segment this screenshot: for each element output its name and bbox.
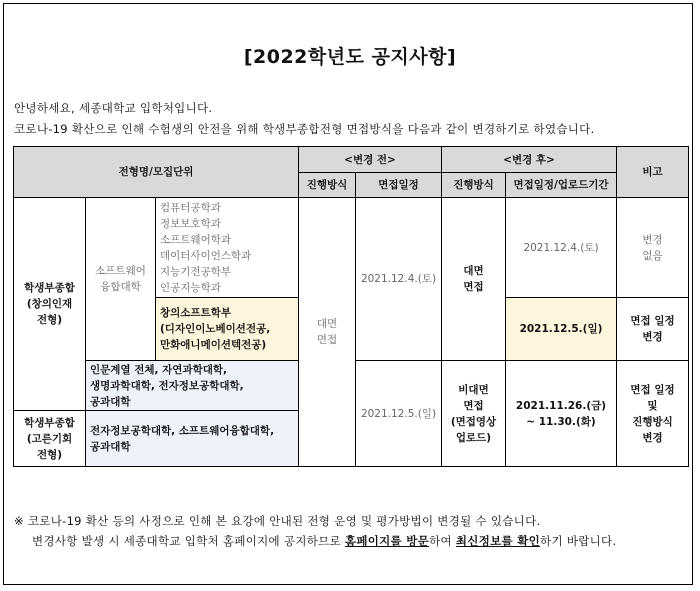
track1-college: 소프트웨어 융합대학 bbox=[86, 198, 156, 361]
header-before-date: 면접일정 bbox=[356, 173, 442, 198]
note-none: 변경 없음 bbox=[617, 198, 689, 298]
header-before: <변경 전> bbox=[299, 147, 442, 173]
track1-name: 학생부종합 (창의인재 전형) bbox=[14, 198, 86, 411]
intro-line-2: 코로나-19 확산으로 인해 수험생의 안전을 위해 학생부종합전형 면접방식을 다음과 같이 변경하기로 하였습니다. bbox=[14, 122, 595, 136]
after-method-f2f: 대면 면접 bbox=[442, 198, 506, 361]
header-unit: 전형명/모집단위 bbox=[14, 147, 299, 198]
latest-info-link[interactable]: 최신정보를 확인 bbox=[455, 534, 541, 548]
track2-depts: 전자정보공학대학, 소프트웨어융합대학, 공과대학 bbox=[86, 411, 299, 467]
track1-others: 인문계열 전체, 자연과학대학, 생명과학대학, 전자정보공학대학, 공과대학 bbox=[86, 361, 299, 411]
header-after-method: 진행방식 bbox=[442, 173, 506, 198]
before-date-1: 2021.12.4.(토) bbox=[356, 198, 442, 361]
header-after-date: 면접일정/업로드기간 bbox=[506, 173, 617, 198]
schedule-table bbox=[13, 146, 689, 467]
page-title: [2022학년도 공지사항] bbox=[243, 46, 457, 68]
after-date-sw: 2021.12.4.(토) bbox=[506, 198, 617, 298]
footer-line-2: 변경사항 발생 시 세종대학교 입학처 홈페이지에 공지하므로 홈페이지를 방문하여 최신정보를 확인하기 바랍니다. bbox=[32, 534, 617, 548]
track1-creative: 창의소프트학부 (디자인이노베이션전공, 만화애니메이션텍전공) bbox=[156, 298, 299, 361]
before-method: 대면 면접 bbox=[299, 198, 356, 467]
before-date-2: 2021.12.5.(일) bbox=[356, 361, 442, 467]
header-before-method: 진행방식 bbox=[299, 173, 356, 198]
after-method-online: 비대면 면접 (면접영상 업로드) bbox=[442, 361, 506, 467]
note-both-change: 면접 일정 및 진행방식 변경 bbox=[617, 361, 689, 467]
track1-depts: 컴퓨터공학과 정보보호학과 소프트웨어학과 데이터사이언스학과 지능기전공학부 인공지능학과 bbox=[156, 198, 299, 298]
intro-line-1: 안녕하세요, 세종대학교 입학처입니다. bbox=[14, 101, 213, 115]
header-note: 비고 bbox=[617, 147, 689, 198]
footer-line-1: ※ 코로나-19 확산 등의 사정으로 인해 본 요강에 안내된 전형 운영 및 평가방법이 변경될 수 있습니다. bbox=[14, 514, 541, 528]
track2-name: 학생부종합 (고른기회 전형) bbox=[14, 411, 86, 467]
after-upload-period: 2021.11.26.(금) ~ 11.30.(화) bbox=[506, 361, 617, 467]
header-after: <변경 후> bbox=[442, 147, 617, 173]
after-date-creative: 2021.12.5.(일) bbox=[506, 298, 617, 361]
note-date-change: 면접 일정 변경 bbox=[617, 298, 689, 361]
homepage-link[interactable]: 홈페이지를 방문 bbox=[344, 534, 430, 548]
